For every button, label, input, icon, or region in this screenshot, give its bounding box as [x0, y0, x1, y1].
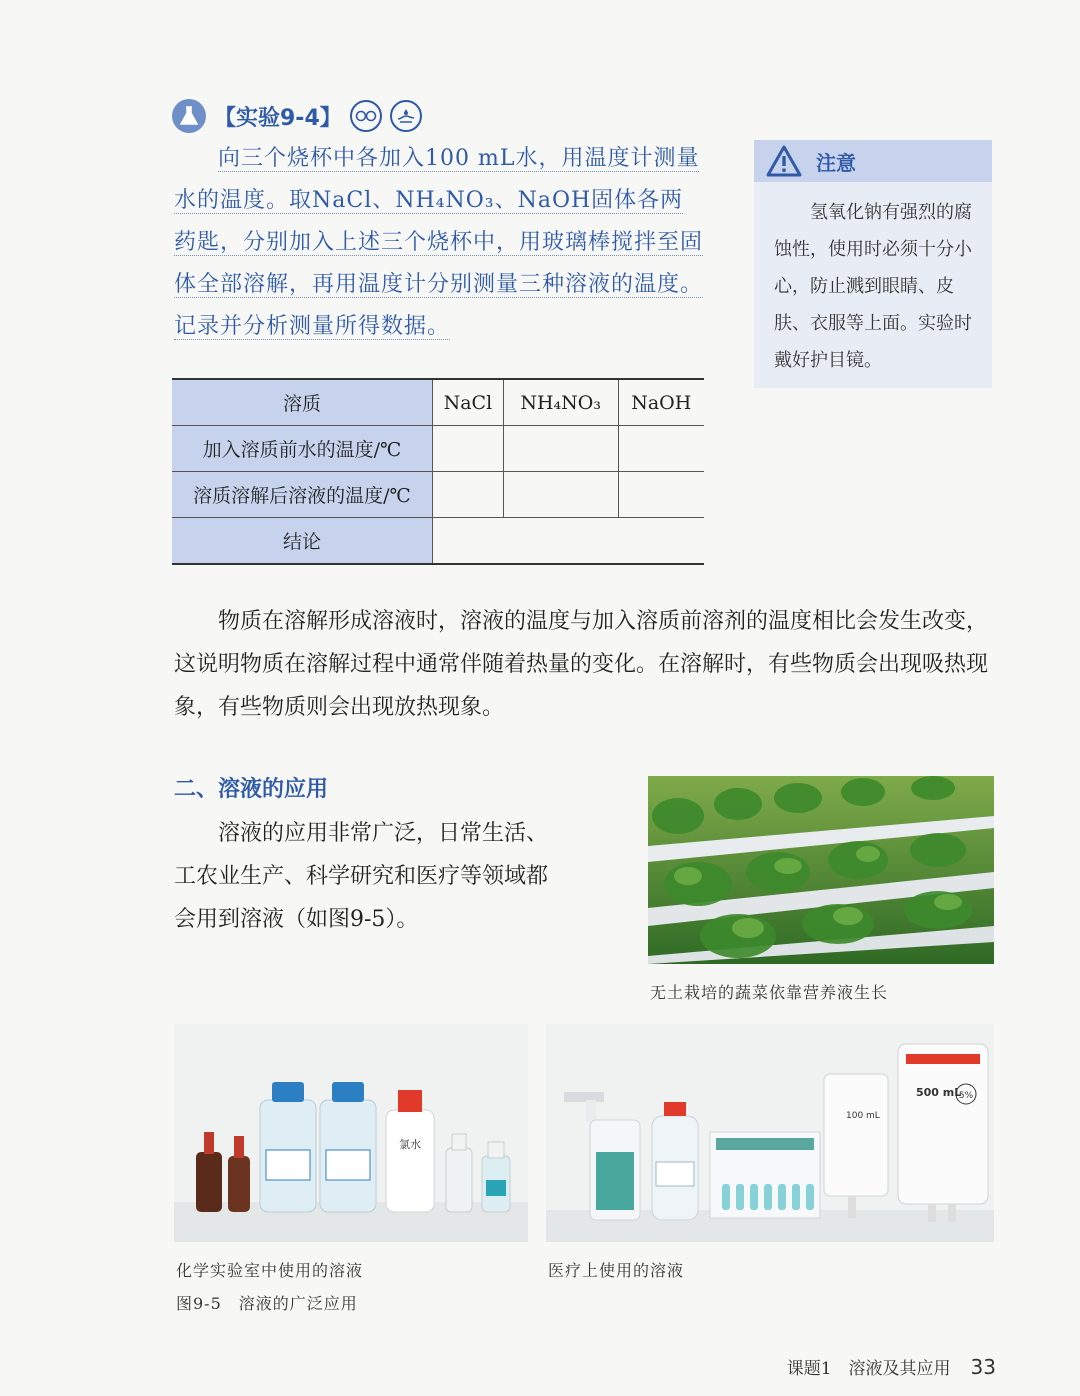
bottle-label: 100 mL: [846, 1111, 880, 1121]
table-row: [172, 379, 704, 426]
figure-label: 图9-5 溶液的广泛应用: [176, 1294, 358, 1313]
table-row: [172, 426, 704, 472]
experiment-table: [172, 378, 704, 565]
table-row-label: 溶质溶解后溶液的温度/℃: [172, 472, 433, 518]
lab-solutions-photo: [174, 1024, 528, 1242]
table-row: [172, 472, 704, 518]
table-cell: [433, 472, 504, 518]
experiment-header: [172, 96, 422, 136]
table-cell: [618, 426, 704, 472]
table-column-header: NaCl: [433, 379, 504, 426]
bottle-label: 500 mL: [916, 1086, 962, 1099]
table-conclusion-cell: [433, 518, 705, 565]
medical-caption: 医疗上使用的溶液: [548, 1261, 685, 1280]
vegetables-photo: [648, 776, 994, 964]
flask-icon: [172, 99, 206, 133]
table-row: [172, 518, 704, 565]
note-text: 氢氧化钠有强烈的腐蚀性，使用时必须十分小心，防止溅到眼睛、皮肤、衣服等上面。实验时戴好护目镜。: [774, 202, 972, 371]
page-number: 33: [970, 1355, 996, 1379]
table-cell: [503, 426, 618, 472]
note-box: [754, 140, 992, 388]
table-cell: [618, 472, 704, 518]
table-conclusion-label: 结论: [172, 518, 433, 565]
experiment-text: 向三个烧杯中各加入100 mL水，用温度计测量水的温度。取NaCl、NH₄NO₃、NaOH固体各两药匙，分别加入上述三个烧杯中，用玻璃棒搅拌至固体全部溶解，再用温度计分别测量三种溶液的温度。记录并分析测量所得数据。: [174, 146, 704, 339]
lab-caption: 化学实验室中使用的溶液: [176, 1261, 364, 1280]
bottle-label: 5%: [958, 1091, 974, 1101]
table-row-label: 加入溶质前水的温度/℃: [172, 426, 433, 472]
page-footer: [787, 1354, 996, 1379]
table-cell: [433, 426, 504, 472]
section-text: 溶液的应用非常广泛，日常生活、工农业生产、科学研究和医疗等领域都会用到溶液（如图9-5）。: [174, 821, 549, 932]
section-title: 二、溶液的应用: [174, 777, 329, 802]
goggles-icon: [350, 100, 382, 132]
note-header: [754, 140, 992, 182]
table-column-header: NH₄NO₃: [503, 379, 618, 426]
note-title: 注意: [816, 150, 856, 175]
table-cell: [503, 472, 618, 518]
bottle-label: 氯水: [399, 1138, 421, 1151]
medical-solutions-photo: [546, 1024, 994, 1242]
warning-icon: [766, 145, 802, 177]
vegetables-caption: 无土栽培的蔬菜依靠营养液生长: [650, 983, 889, 1002]
table-column-header: NaOH: [618, 379, 704, 426]
hand-wash-icon: [390, 100, 422, 132]
lesson-title: 课题1 溶液及其应用: [786, 1359, 951, 1379]
table-header-label: 溶质: [172, 379, 433, 426]
experiment-title: 【实验9-4】: [214, 105, 342, 131]
body-paragraph: 物质在溶解形成溶液时，溶液的温度与加入溶质前溶剂的温度相比会发生改变，这说明物质在溶解过程中通常伴随着热量的变化。在溶解时，有些物质会出现吸热现象，有些物质则会出现放热现象。: [174, 609, 989, 720]
